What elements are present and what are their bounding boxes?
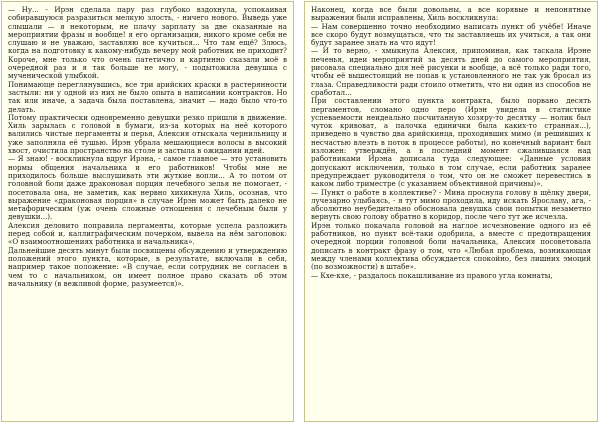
paragraph: — Нам совершенно точно необходимо написать пункт об учёбе! Иначе все скоро будут возмущаться, что ты заставляешь их учиться, а так они будут заранее знать на что идут! — [311, 21, 591, 48]
paragraph: — Я знаю! - воскликнула вдруг Ирэна, - самое главное — это установить нормы общения начальника и его работников! Чтобы мне не приходилось больше выслушивать эти жуткие вопли... А то потом от головной боли даже драконовая порция лечебного зелья не помогает, - посетовала она, не заметив, как нервно хихикнула Хиль, осознав, что выражение «драконовая порция» в случае Ирэн может быть далеко не метафорическим (уж очень сложные отношения с лечебным были у девушки...). — [8, 154, 287, 222]
paragraph: Потому практически одновременно девушки резко пришли в движение. Хиль зарылась с головой в бумаги, из-за которых на неё которого валились чистые пергаменты и перья, Алексия отыскала чернильницу и уже заполняла её тушью. Ирэн убрала мешающиеся волосы в высокий хвост, очистила пространство на столе и застыла в ожидании идей. — [8, 112, 287, 156]
paragraph: Понимающе переглянувшись, все три арийских краски в растерянности застыли: ни у одной из них не было опыта в написании контрактов. Но так или иначе, а задача была поставлена, значит — надо было что-то делать. — [8, 79, 287, 114]
paragraph: — Кхе-кхе, - раздалось покашливание из правого угла комнаты, — [311, 270, 553, 280]
left-page — [1, 1, 294, 422]
paragraph: — Ну... - Ирэн сделала пару раз глубоко вздохнула, успокаивая собиравшуюся разразиться мелкую злость, - ничего нового. Выведь уже слышали — я некоторым, не плачу зарплату за две сказанные на мероприятии фразы и вообще! я его организации, никого кроме себя не слушаю и не уважаю, заставляю все кучиться... Что там ещё? Злюсь, когда на подготовку к какому-нибудь вечеру мой работник не приходит? Короче, мне только что очень патетично и картинно сказали моё в очередной раз и я так больше не могу, - подытожила девушка с мученической улыбкой. — [8, 5, 287, 81]
paragraph: При составлении этого пункта контракта, было порвано десять пергаментов, сломано одно перо (Ирэн увидела в статистике успеваемости неидеально посчитанную хозяру-то десятку — нолик был чуток кривоват, а палочка единички была каких-то странная...), приведено в чувство два арийскинца, проходивших мимо (и решивших к несчастью влезть в поток в процессе работы), но конечный вариант был изложен: утверждён, а в последний момент сжалившаяся над работниками Ирэна дописала туда следующее: «Данные условия допускают исключения, только в том случае, если работник заранее предупреждает руководителя о том, что он не сможет перевестись в каком либо триместре (с указанием объективной причины)». — [311, 96, 591, 189]
paragraph: Алексия деловито поправила пергаменты, которые успела разложить перед собой и, каллиграфическим почерком, вывела на нём заголовок: «О взаимоотношениях работника и начальника». — [8, 220, 287, 247]
right-page — [304, 1, 598, 422]
paragraph: Ирэн только покачала головой на наглое исчезновение одного из её работников, но пункт всё-таки одобрила, а вместе с предотвращения очередной порции головной боли начальника, Алексия посоветовала дописать в контракт фразу о том, что «Любая проблема, возникающая между членами коллектива обсуждается спокойно, без лишних эмоций (по возможности) в штабе». — [311, 220, 591, 272]
paragraph: Дальнейшие десять минут были посвящены обсуждению и утверждению положений этого пункта, которые, в результате, включали в себя, например такое положение: «В случае, если сотрудник не согласен в чем то с начальником, он имеет полное право сказать об этом начальнику (в вежливой форме, разумеется)». — [8, 245, 287, 288]
paragraph: — Пункт о работе в коллективе? - Мина проснула голову в щёлку двери, лучезарно улыбаясь, - я тут мимо проходила, иду искать Ярославу, ага, - абсолютно неубедительно обосновала девушка свои попытки незаметно вернуть свою голову обратно в коридор, после чего тут же исчезла. — [311, 187, 591, 222]
paragraph: Наконец, когда все были довольны, а все корявые и непонятные выражения были исправлены, Хиль воскликнула: — [311, 5, 591, 23]
paragraph: — И то верно, - хмыкнула Алексия, припоминая, как таскала Ирэне печенья, идеи мероприятий за десять дней до самого мероприятия, рисовала специально для неё рисунки и вообще, а всё только ради того, чтобы её вышестоящий не попав к установленного не так уж бросал из глаза. Справедливости ради стоило отметить, что ни один из способов не сработал... — [311, 46, 591, 97]
